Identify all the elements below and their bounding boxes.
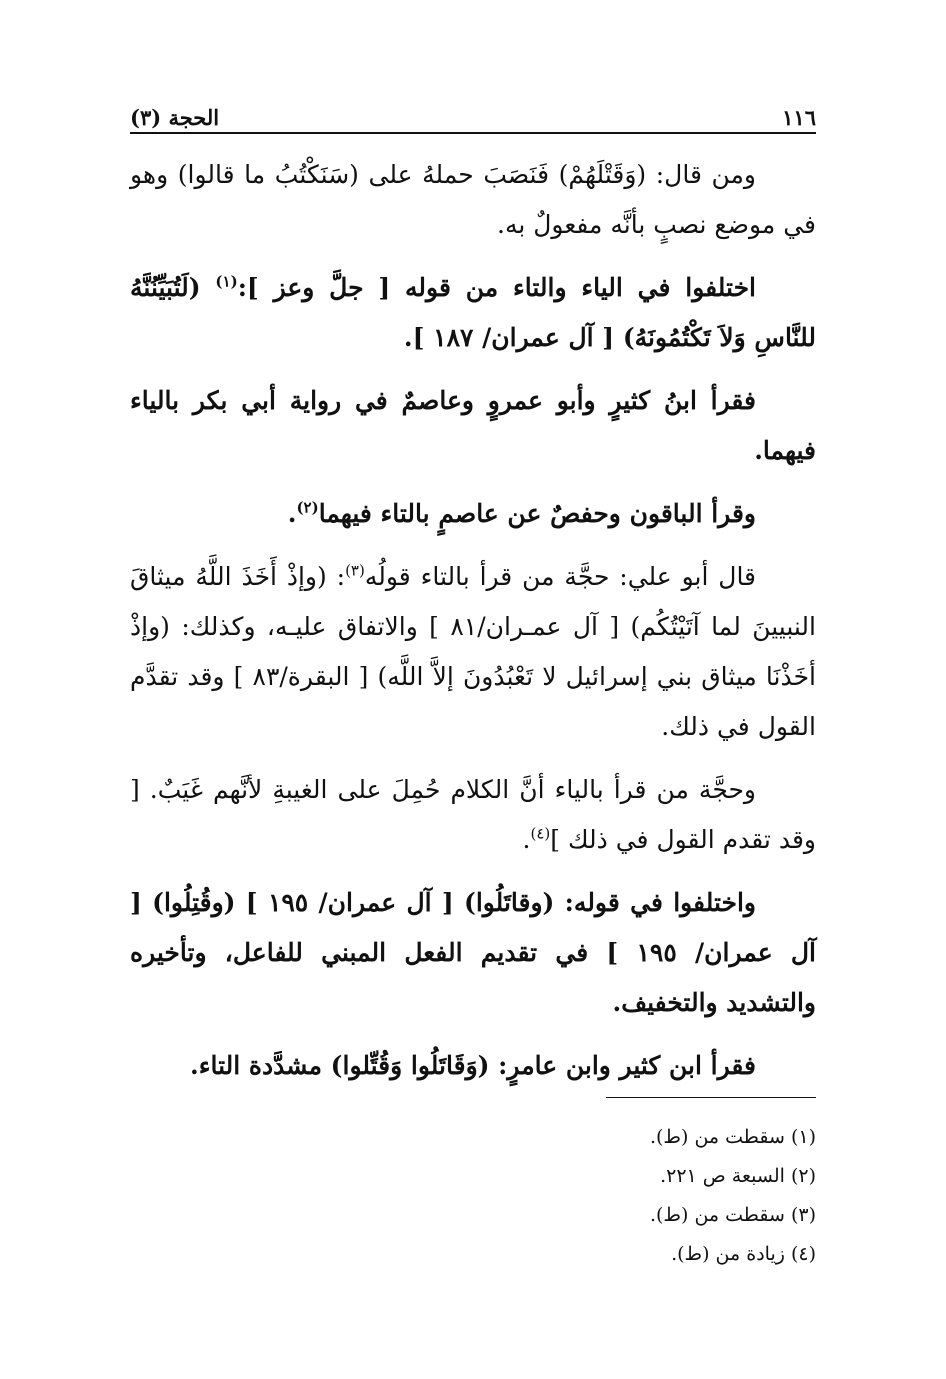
paragraph: [130, 765, 816, 865]
footnote-item: (٢) السبعة ص ٢٢١.: [660, 1165, 816, 1187]
paragraph: [130, 552, 816, 752]
footnote-item: (٣) سقطت من (ط).: [649, 1204, 816, 1226]
book-title: الحجة (٣): [130, 105, 220, 130]
paragraph: [130, 150, 816, 250]
paragraph: [130, 376, 816, 476]
footnote-ref: (١): [215, 272, 238, 291]
paragraph-text-tail: (لَتُبَيِّنُنَّهُ للنَّاسِ وَلاَ تَكْتُمُونَهُ) [ آل عمران/ ١٨٧ ].: [130, 273, 816, 352]
page-number: ١١٦: [782, 105, 816, 130]
paragraph: [130, 1041, 816, 1091]
paragraph-text: فقرأ ابن كثير وابن عامرٍ: (وَقَاتَلُوا وَقُتِّلوا) مشدَّدة التاء.: [190, 1051, 756, 1080]
paragraph-text: وقرأ الباقون وحفصٌ عن عاصمٍ بالتاء فيهما: [318, 499, 756, 528]
header-rule: [130, 132, 816, 134]
footnote-ref: (٤): [530, 824, 551, 843]
paragraph-text-tail: : (وإذْ أَخَذَ اللَّهُ ميثاقَ النبيينَ لما آتَيْتُكُم) [ آل عمـران/٨١ ] والاتفاق عليـه، وكذلك: (وإذْ أخَذْنَا ميثاق بني إسرائيل لا تَعْبُدُونَ إلاَّ اللَّه) [ البقرة/٨٣ ] وقد تقدَّم القول في ذلك.: [130, 562, 816, 741]
paragraph-text: واختلفوا في قوله: (وقاتَلُوا) [ آل عمران/ ١٩٥ ] (وقُتِلُوا) [ آل عمران/ ١٩٥ ] في تقديم الفعل المبني للفاعل، وتأخيره والتشديد والتخفيف.: [130, 888, 816, 1017]
document-page: [130, 0, 816, 1379]
paragraph-text: ومن قال: (وَقَتْلَهُمْ) فَنَصَبَ حملهُ على (سَنَكْتُبُ ما قالوا) وهو في موضع نصبٍ بأنَّه مفعولٌ به.: [130, 160, 816, 239]
footnote-ref: (٢): [296, 498, 319, 517]
paragraph-text: وحجَّة من قرأ بالياء أنَّ الكلام حُمِلَ على الغيبةِ لأنَّهم غَيَبٌ. [ وقد تقدم القول في ذلك ]: [130, 775, 816, 854]
paragraph: [130, 878, 816, 1028]
footnote-item: (١) سقطت من (ط).: [649, 1126, 816, 1148]
paragraph-text-tail: .: [287, 499, 297, 528]
paragraph: [130, 263, 816, 363]
paragraph-text: اختلفوا في الياء والتاء من قوله [ جلَّ وعز ]:: [237, 273, 757, 302]
paragraph: [130, 489, 816, 539]
paragraph-text-tail: .: [522, 825, 531, 854]
main-text: [130, 150, 816, 1104]
footnote-ref: (٣): [345, 561, 365, 580]
paragraph-text: فقرأ ابنُ كثيرٍ وأبو عمروٍ وعاصمٌ في رواية أبي بكر بالياء فيهما.: [130, 386, 816, 465]
paragraph-text: قال أبو علي: حجَّة من قرأ بالتاء قولُه: [364, 562, 757, 591]
running-header: [130, 96, 816, 130]
footnote-divider: [606, 1097, 816, 1098]
footnote-item: (٤) زيادة من (ط).: [671, 1243, 816, 1265]
footnotes: [416, 1118, 816, 1274]
